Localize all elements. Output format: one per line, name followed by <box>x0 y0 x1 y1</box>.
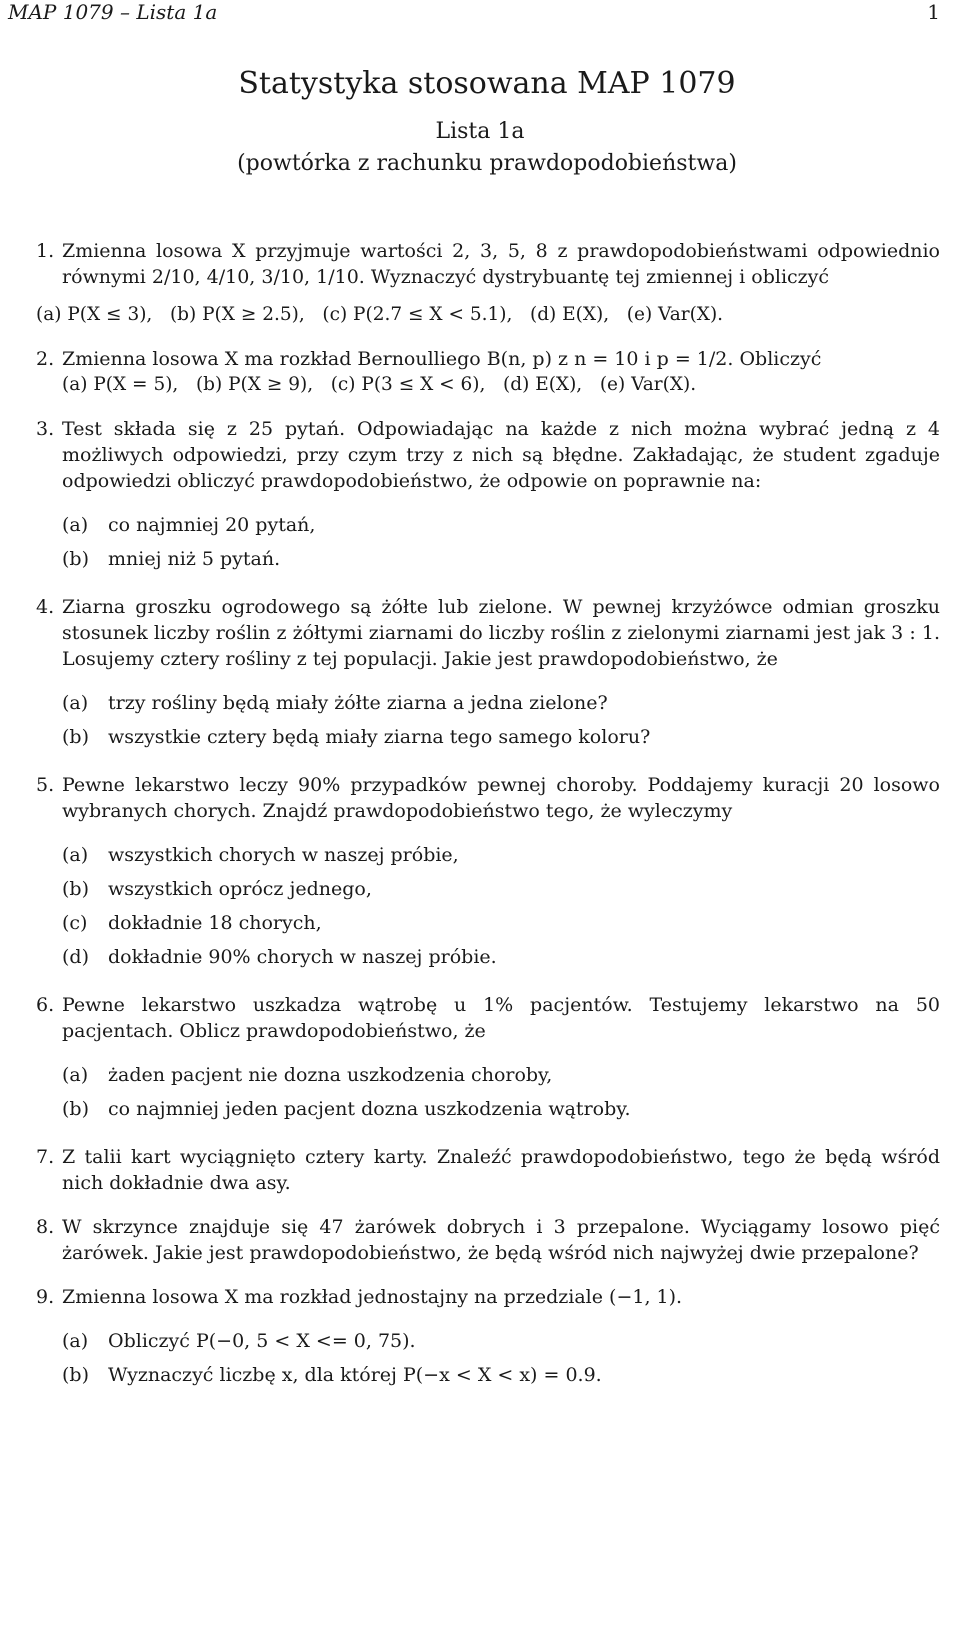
problem-parts: (a) P(X ≤ 3), (b) P(X ≥ 2.5), (c) P(2.7 ≤ X < 5.1), (d) E(X), (e) Var(X). <box>36 304 724 325</box>
subpart-text: mniej niż 5 pytań. <box>108 548 281 570</box>
problem-text: Pewne lekarstwo uszkadza wątrobę u 1% pacjentów. Testujemy lekarstwo na 50 pacjentach. Oblicz prawdopodobieństwo, że <box>62 994 940 1042</box>
document-title: Statystyka stosowana MAP 1079 <box>238 66 736 101</box>
subpart-text: wszystkich chorych w naszej próbie, <box>108 844 459 866</box>
subpart-text: Obliczyć P(−0, 5 < X <= 0, 75). <box>108 1330 416 1352</box>
subpart-text: co najmniej jeden pacjent dozna uszkodzenia wątroby. <box>108 1098 631 1120</box>
subpart-text: żaden pacjent nie dozna uszkodzenia choroby, <box>108 1064 553 1086</box>
problem-5 <box>36 772 940 974</box>
subpart-label: (c) <box>62 912 88 934</box>
subpart-text: wszystkie cztery będą miały ziarna tego samego koloru? <box>108 726 651 748</box>
course-label: MAP 1079 – Lista 1a <box>8 0 218 24</box>
subpart <box>62 1324 940 1358</box>
subpart-label: (b) <box>62 878 89 900</box>
problem-3 <box>36 416 940 576</box>
subpart-label: (d) <box>62 946 89 968</box>
subpart <box>62 872 940 906</box>
problem-number: 5. <box>36 774 55 796</box>
running-header <box>8 0 940 28</box>
subpart-list <box>62 1058 940 1126</box>
problem-number: 2. <box>36 348 55 370</box>
subpart <box>62 1092 940 1126</box>
problem-7 <box>36 1144 940 1196</box>
title-block <box>0 64 960 180</box>
subpart-list <box>62 508 940 576</box>
problem-number: 7. <box>36 1146 55 1168</box>
problem-number: 9. <box>36 1286 55 1308</box>
subpart <box>62 720 940 754</box>
subpart <box>62 686 940 720</box>
problem-number: 4. <box>36 596 55 618</box>
problem-text: Pewne lekarstwo leczy 90% przypadków pewnej choroby. Poddajemy kuracji 20 losowo wybranych chorych. Znajdź prawdopodobieństwo tego, że wyleczymy <box>62 774 940 822</box>
subpart <box>62 906 940 940</box>
problem-9 <box>36 1284 940 1392</box>
problem-text: Zmienna losowa X ma rozkład jednostajny na przedziale (−1, 1). <box>62 1286 683 1308</box>
subpart-label: (a) <box>62 692 89 714</box>
subpart-label: (b) <box>62 1098 89 1120</box>
subpart <box>62 1058 940 1092</box>
subpart <box>62 940 940 974</box>
subpart-label: (b) <box>62 726 89 748</box>
problem-text: Z talii kart wyciągnięto cztery karty. Znaleźć prawdopodobieństwo, tego że będą wśród nich dokładnie dwa asy. <box>62 1146 940 1194</box>
subpart-text: trzy rośliny będą miały żółte ziarna a jedna zielone? <box>108 692 608 714</box>
subpart-label: (a) <box>62 1064 89 1086</box>
problem-parts: (a) P(X = 5), (b) P(X ≥ 9), (c) P(3 ≤ X < 6), (d) E(X), (e) Var(X). <box>62 374 697 395</box>
subpart <box>62 838 940 872</box>
subpart-label: (a) <box>62 514 89 536</box>
subpart <box>62 542 940 576</box>
list-label: Lista 1a <box>435 119 525 144</box>
problem-6 <box>36 992 940 1126</box>
problem-list <box>36 238 940 1410</box>
page-number: 1 <box>927 0 940 24</box>
subpart-text: dokładnie 90% chorych w naszej próbie. <box>108 946 497 968</box>
problem-text: W skrzynce znajduje się 47 żarówek dobrych i 3 przepalone. Wyciągamy losowo pięć żarówek. Jakie jest prawdopodobieństwo, że będą wśród nich najwyżej dwie przepalone? <box>62 1216 940 1264</box>
problem-8 <box>36 1214 940 1266</box>
subpart-label: (a) <box>62 844 89 866</box>
problem-text: Zmienna losowa X ma rozkład Bernoulliego B(n, p) z n = 10 i p = 1/2. Obliczyć <box>62 348 822 370</box>
subpart-list <box>62 838 940 974</box>
subpart-label: (a) <box>62 1330 89 1352</box>
subpart <box>62 508 940 542</box>
subpart-label: (b) <box>62 548 89 570</box>
problem-4 <box>36 594 940 754</box>
document-subtitle: (powtórka z rachunku prawdopodobieństwa) <box>237 151 737 176</box>
subpart-text: Wyznaczyć liczbę x, dla której P(−x < X < x) = 0.9. <box>108 1364 602 1386</box>
problem-number: 3. <box>36 418 55 440</box>
subpart <box>62 1358 940 1392</box>
subpart-label: (b) <box>62 1364 89 1386</box>
problem-number: 1. <box>36 240 55 262</box>
problem-text: Ziarna groszku ogrodowego są żółte lub zielone. W pewnej krzyżówce odmian groszku stosunek liczby roślin z żółtymi ziarnami do liczby roślin z zielonymi ziarnami jest jak 3 : 1. Losujemy cztery rośliny z tej populacji. Jakie jest prawdopodobieństwo, że <box>62 596 940 670</box>
problem-number: 8. <box>36 1216 55 1238</box>
subpart-list <box>62 686 940 754</box>
subpart-list <box>62 1324 940 1392</box>
problem-text: Zmienna losowa X przyjmuje wartości 2, 3, 5, 8 z prawdopodobieństwami odpowiednio równymi 2/10, 4/10, 3/10, 1/10. Wyznaczyć dystrybuantę tej zmiennej i obliczyć <box>62 240 940 288</box>
problem-1 <box>36 238 940 328</box>
subpart-text: dokładnie 18 chorych, <box>108 912 322 934</box>
problem-text: Test składa się z 25 pytań. Odpowiadając na każde z nich można wybrać jedną z 4 możliwych odpowiedzi, przy czym trzy z nich są błędne. Zakładając, że student zgaduje odpowiedzi obliczyć prawdopodobieństwo, że odpowie on poprawnie na: <box>62 418 940 492</box>
subpart-text: wszystkich oprócz jednego, <box>108 878 372 900</box>
problem-number: 6. <box>36 994 55 1016</box>
subpart-text: co najmniej 20 pytań, <box>108 514 316 536</box>
problem-2 <box>36 346 940 398</box>
